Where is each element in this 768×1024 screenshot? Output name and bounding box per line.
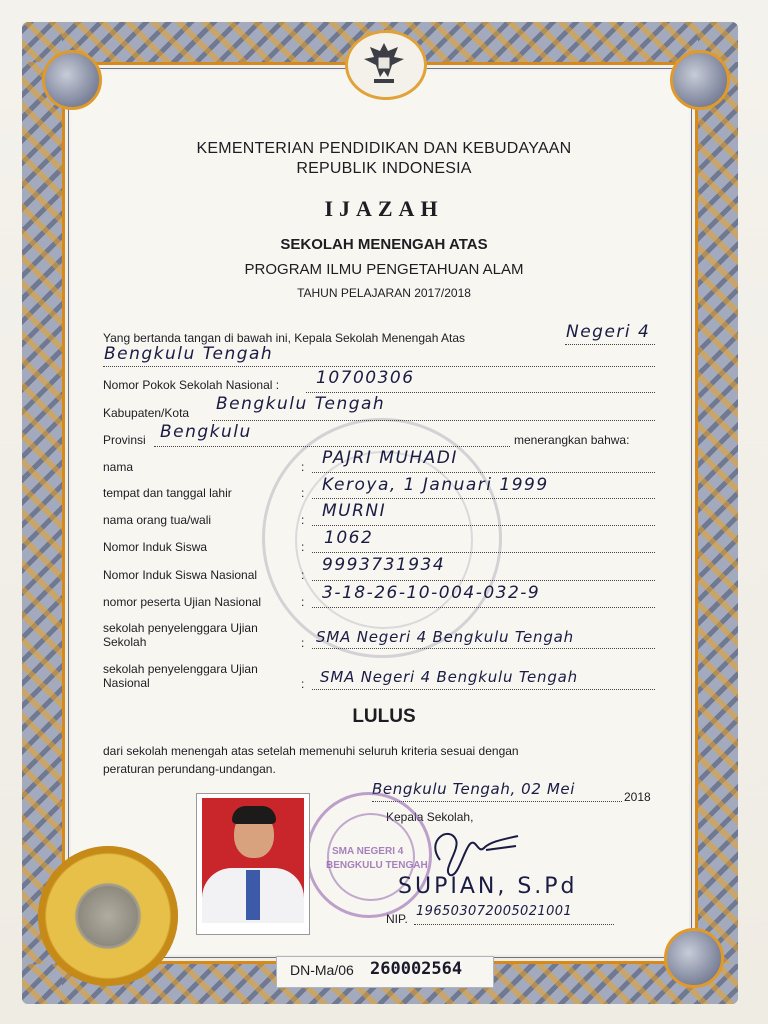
serial-prefix: DN-Ma/06 bbox=[290, 962, 354, 978]
nip-handwritten: 196503072005021001 bbox=[416, 904, 573, 919]
dotted-line bbox=[565, 344, 655, 345]
dotted-line bbox=[312, 648, 655, 649]
ministry-line-1: KEMENTERIAN PENDIDIKAN DAN KEBUDAYAAN bbox=[196, 140, 572, 157]
exam-number-value: 3-18-26-10-004-032-9 bbox=[322, 583, 541, 603]
gold-hologram-seal bbox=[38, 846, 178, 986]
dotted-line bbox=[312, 580, 655, 581]
corner-medallion-top-left bbox=[42, 50, 102, 110]
district-label: Kabupaten/Kota bbox=[103, 406, 190, 420]
parent-value: MURNI bbox=[322, 501, 387, 521]
closing-line-2: peraturan perundang-undangan. bbox=[103, 762, 276, 776]
signature-year: 2018 bbox=[624, 790, 651, 804]
nis-label: Nomor Induk Siswa bbox=[103, 540, 208, 554]
dotted-line bbox=[154, 446, 510, 447]
dotted-line bbox=[103, 366, 655, 367]
birth-value: Keroya, 1 Januari 1999 bbox=[322, 475, 549, 495]
npsn-value: 10700306 bbox=[316, 368, 415, 388]
principal-role: Kepala Sekolah, bbox=[386, 810, 474, 824]
stamp-line-1: SMA NEGERI 4 bbox=[332, 846, 404, 857]
serial-number: 260002564 bbox=[370, 959, 463, 979]
place-date-handwritten: Bengkulu Tengah, 02 Mei bbox=[372, 780, 575, 798]
colon: : bbox=[301, 677, 305, 691]
exam-school-b-label-2: Nasional bbox=[103, 676, 150, 690]
province-suffix: menerangkan bahwa: bbox=[514, 433, 630, 447]
exam-school-a-value: SMA Negeri 4 Bengkulu Tengah bbox=[316, 628, 574, 646]
dotted-line bbox=[312, 525, 655, 526]
intro-text: Yang bertanda tangan di bawah ini, Kepala Sekolah Menengah Atas bbox=[103, 331, 466, 345]
academic-year: TAHUN PELAJARAN 2017/2018 bbox=[297, 286, 471, 300]
stamp-line-2: BENGKULU TENGAH bbox=[326, 860, 428, 871]
garuda-emblem bbox=[345, 30, 427, 100]
principal-name-handwritten: SUPIAN, S.Pd bbox=[398, 874, 578, 899]
student-name-label: nama bbox=[103, 460, 134, 474]
province-label: Provinsi bbox=[103, 433, 146, 447]
parent-label: nama orang tua/wali bbox=[103, 513, 212, 527]
colon: : bbox=[301, 486, 305, 500]
dotted-line bbox=[372, 801, 622, 802]
nip-label: NIP. bbox=[386, 912, 408, 926]
exam-school-b-value: SMA Negeri 4 Bengkulu Tengah bbox=[320, 668, 578, 686]
nisn-value: 9993731934 bbox=[322, 555, 446, 575]
exam-school-a-label-1: sekolah penyelenggara Ujian bbox=[103, 621, 258, 635]
program-name: PROGRAM ILMU PENGETAHUAN ALAM bbox=[244, 261, 524, 278]
dotted-line bbox=[312, 498, 655, 499]
colon: : bbox=[301, 540, 305, 554]
dotted-line bbox=[312, 472, 655, 473]
school-location-handwritten: Bengkulu Tengah bbox=[104, 344, 274, 364]
document-title: IJAZAH bbox=[324, 196, 444, 221]
principal-signature bbox=[420, 820, 530, 880]
student-name-value: PAJRI MUHADI bbox=[322, 448, 458, 468]
closing-line-1: dari sekolah menengah atas setelah memenuhi seluruh kriteria sesuai dengan bbox=[103, 744, 519, 758]
dotted-line bbox=[312, 552, 655, 553]
province-value: Bengkulu bbox=[160, 422, 252, 442]
result-lulus: LULUS bbox=[352, 706, 416, 727]
school-name-handwritten: Negeri 4 bbox=[566, 322, 651, 342]
corner-medallion-bottom-right bbox=[664, 928, 724, 988]
colon: : bbox=[301, 568, 305, 582]
colon: : bbox=[301, 460, 305, 474]
dotted-line bbox=[312, 689, 655, 690]
school-level: SEKOLAH MENENGAH ATAS bbox=[280, 236, 488, 253]
corner-medallion-top-right bbox=[670, 50, 730, 110]
birth-label: tempat dan tanggal lahir bbox=[103, 486, 232, 500]
nisn-label: Nomor Induk Siswa Nasional bbox=[103, 568, 258, 582]
district-value: Bengkulu Tengah bbox=[216, 394, 386, 414]
colon: : bbox=[301, 513, 305, 527]
npsn-label: Nomor Pokok Sekolah Nasional : bbox=[103, 378, 280, 392]
exam-school-b-label-1: sekolah penyelenggara Ujian bbox=[103, 662, 258, 676]
ministry-line-2: REPUBLIK INDONESIA bbox=[296, 160, 472, 177]
exam-number-label: nomor peserta Ujian Nasional bbox=[103, 595, 262, 609]
student-photo bbox=[196, 793, 310, 935]
colon: : bbox=[301, 636, 305, 650]
colon: : bbox=[301, 595, 305, 609]
dotted-line bbox=[312, 607, 655, 608]
dotted-line bbox=[414, 924, 614, 925]
dotted-line bbox=[212, 420, 655, 421]
dotted-line bbox=[306, 392, 655, 393]
nis-value: 1062 bbox=[324, 528, 374, 548]
exam-school-a-label-2: Sekolah bbox=[103, 635, 147, 649]
